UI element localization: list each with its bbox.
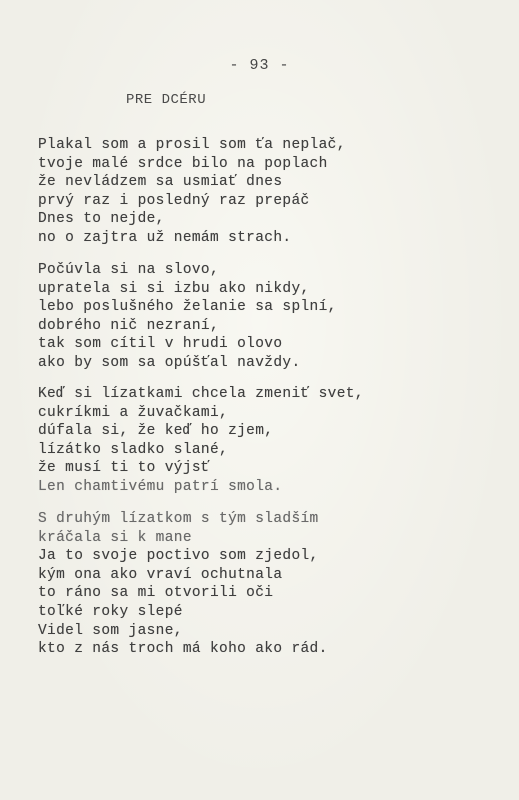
poem-title: PRE DCÉRU <box>126 92 207 108</box>
stanza-1 <box>38 136 346 248</box>
page-number: - 93 - <box>229 57 290 74</box>
poem-line: Keď si lízatkami chcela zmeniť svet, <box>38 386 364 402</box>
poem-line: Videl som jasne, <box>38 622 183 639</box>
poem-line: lízátko sladko slané, <box>38 441 229 458</box>
stanza-3 <box>38 385 364 497</box>
poem-line: dúfala si, že keď ho zjem, <box>38 423 274 440</box>
poem-line: dobrého nič nezraní, <box>38 317 220 334</box>
poem-line: že musí ti to výjsť <box>38 460 210 477</box>
poem-line: kým ona ako vraví ochutnala <box>38 566 283 583</box>
poem-line: Plakal som a prosil som ťa neplač, <box>38 137 346 153</box>
poem-line: no o zajtra už nemám strach. <box>38 229 292 246</box>
stanza-2 <box>38 261 337 373</box>
poem-line: lebo poslušného želanie sa splní, <box>38 299 337 316</box>
poem-line: prvý raz i posledný raz prepáč <box>38 192 310 209</box>
poem-line: S druhým lízatkom s tým sladším <box>38 511 319 527</box>
poem-line: toľké roky slepé <box>38 603 183 620</box>
poem-line: upratela si si izbu ako nikdy, <box>38 280 310 297</box>
poem-line: kráčala si k mane <box>38 529 192 546</box>
stanza-4 <box>38 510 328 659</box>
poem-line: Dnes to nejde, <box>38 211 165 228</box>
poem-line: tvoje malé srdce bilo na poplach <box>38 155 328 172</box>
poem-line: ako by som sa opúšťal navždy. <box>38 354 301 371</box>
poem-line: Ja to svoje poctivo som zjedol, <box>38 548 319 565</box>
poem-line: tak som cítil v hrudi olovo <box>38 336 283 353</box>
poem-line: cukríkmi a žuvačkami, <box>38 404 229 421</box>
poem-line: kto z nás troch má koho ako rád. <box>38 641 328 658</box>
poem-line: to ráno sa mi otvorili oči <box>38 585 274 602</box>
poem-line: Len chamtivému patrí smola. <box>38 478 283 495</box>
poem-line: že nevládzem sa usmiať dnes <box>38 174 283 191</box>
poem-line: Počúvla si na slovo, <box>38 262 220 278</box>
